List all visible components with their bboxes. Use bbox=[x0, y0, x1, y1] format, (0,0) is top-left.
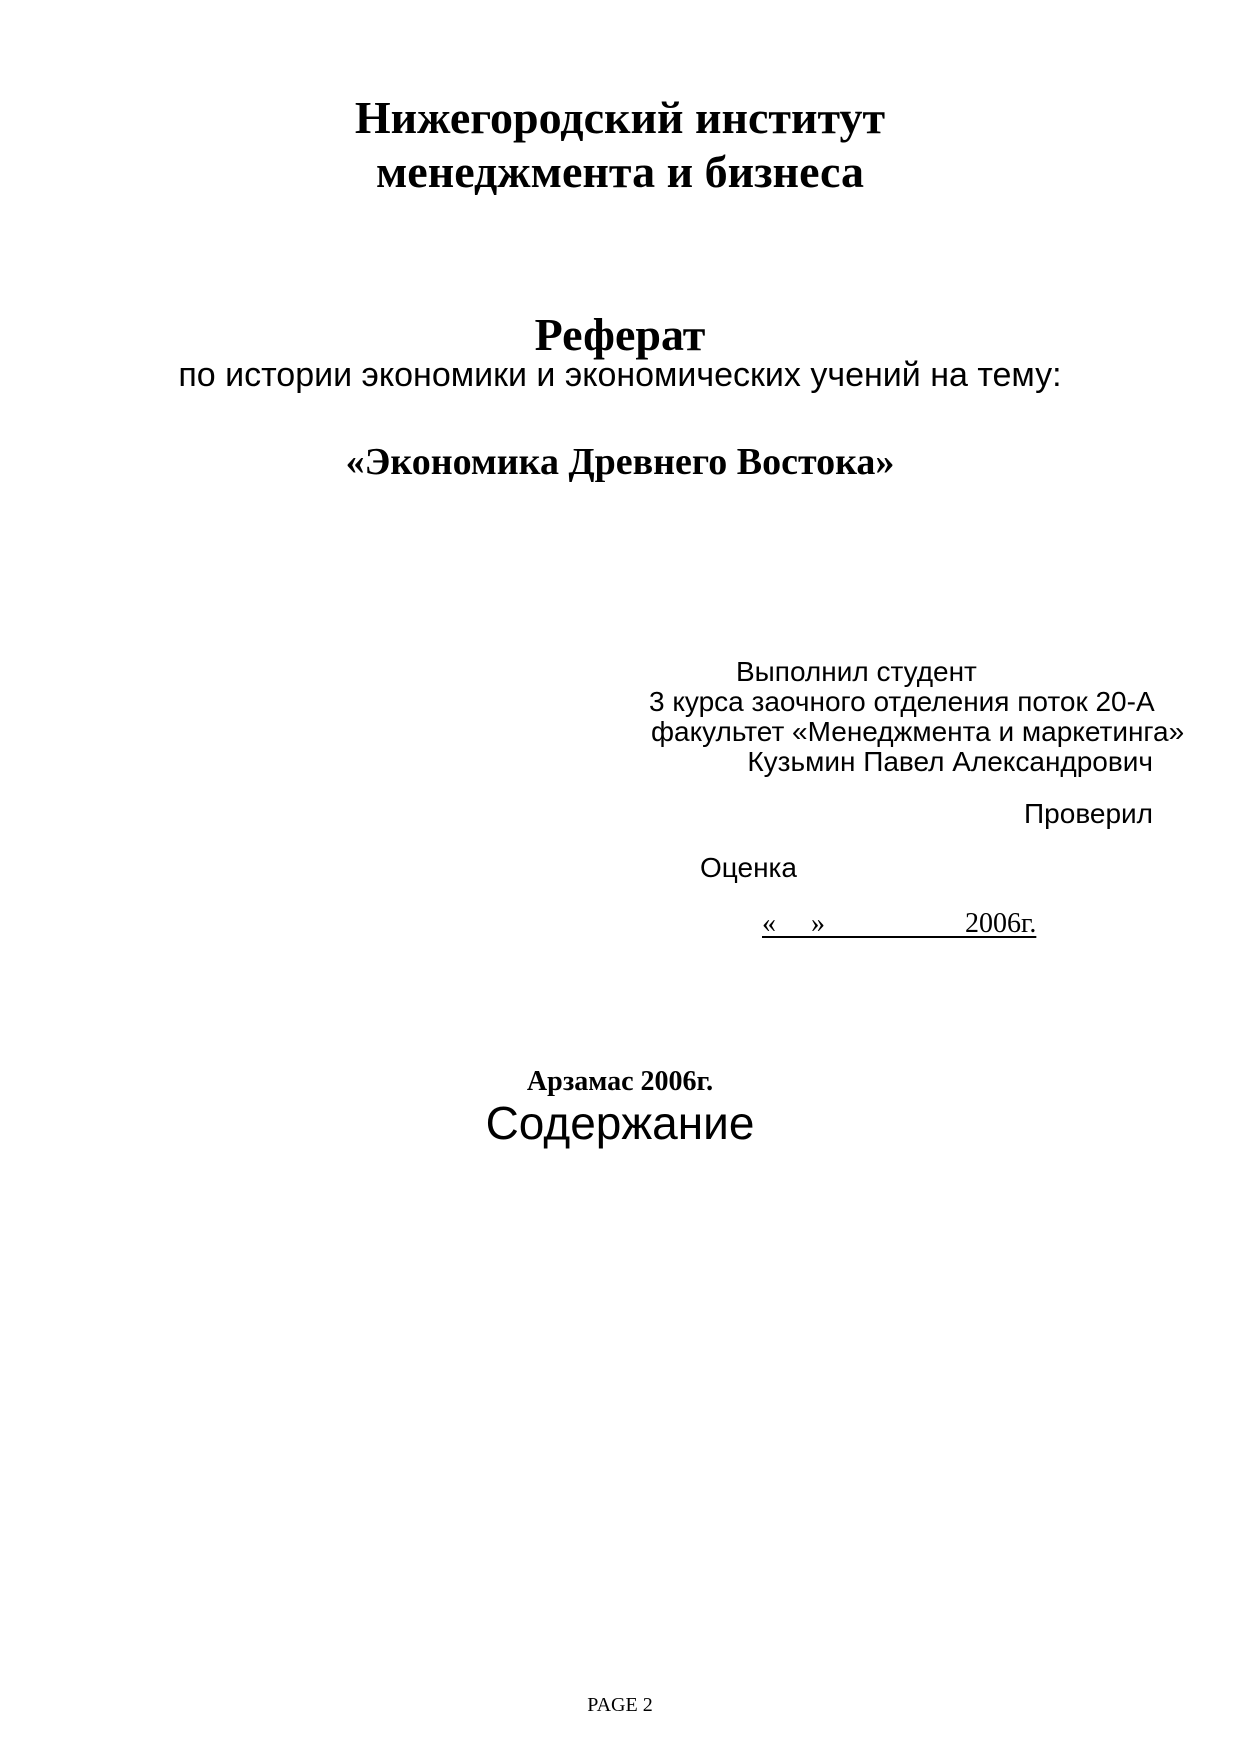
author-line1: Выполнил студент bbox=[736, 656, 977, 687]
author-line4: Кузьмин Павел Александрович bbox=[747, 746, 1153, 777]
checked-by-label: Проверил bbox=[1024, 798, 1153, 829]
page-number: PAGE 2 bbox=[587, 1694, 653, 1716]
institute-name-line1: Нижегородский институт bbox=[354, 92, 886, 143]
author-line3: факультет «Менеджмента и маркетинга» bbox=[651, 716, 1185, 747]
author-line2: 3 курса заочного отделения поток 20-А bbox=[649, 686, 1155, 717]
document-heading: Реферат bbox=[534, 309, 706, 360]
document-subtitle: по истории экономики и экономических учений на тему: bbox=[178, 356, 1062, 394]
grade-label: Оценка bbox=[700, 852, 797, 883]
contents-heading: Содержание bbox=[485, 1097, 755, 1149]
institute-name-line2: менеджмента и бизнеса bbox=[375, 146, 865, 197]
date-line: « » 2006г. bbox=[762, 908, 1037, 939]
city-year: Арзамас 2006г. bbox=[526, 1066, 714, 1097]
document-topic: «Экономика Древнего Востока» bbox=[345, 441, 895, 483]
